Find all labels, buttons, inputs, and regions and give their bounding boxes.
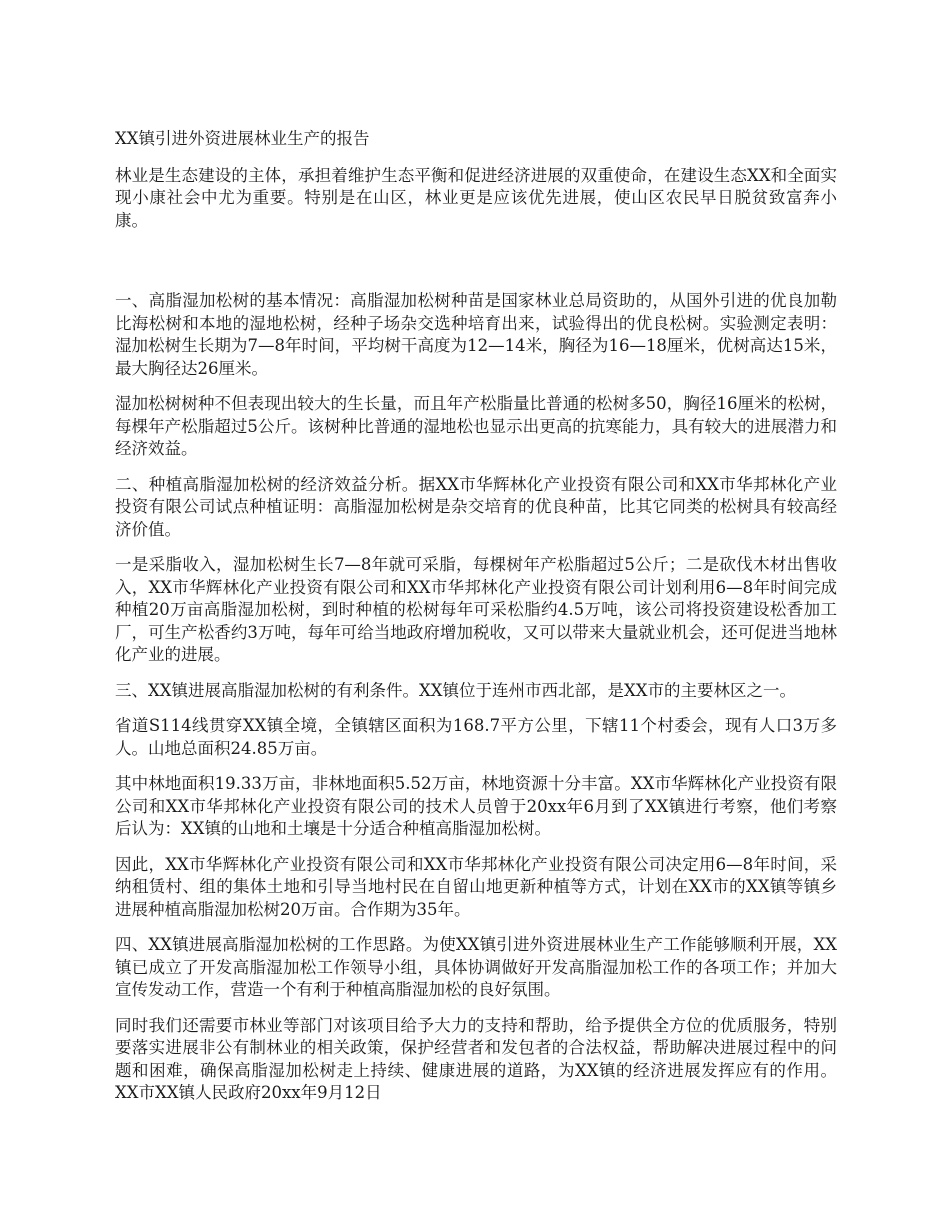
paragraph-5: 三、XX镇进展高脂湿加松树的有利条件。XX镇位于连州市西北部，是XX市的主要林区之一。 (115, 680, 796, 700)
paragraph-4: 一是采脂收入，湿加松树生长7—8年就可采脂，每棵树年产松脂超过5公斤；二是砍伐木材出售收入，XX市华辉林化产业投资有限公司和XX市华邦林化产业投资有限公司计划利用6—8年时间完成种植20万亩高脂湿加松树，到时种植的松树每年可采松脂约4.5万吨，该公司将投资建设松香加工厂，可生产松香约3万吨，每年可给当地政府增加税收，又可以带来大量就业机会，还可促进当地林化产业的进展。 (115, 555, 837, 664)
paragraph-9: 四、XX镇进展高脂湿加松树的工作思路。为使XX镇引进外资进展林业生产工作能够顺利开展，XX镇已成立了开发高脂湿加松工作领导小组，具体协调做好开发高脂湿加松工作的各项工作；并加大宣传发动工作，营造一个有利于种植高脂湿加松的良好氛围。 (115, 935, 837, 999)
intro-paragraph: 林业是生态建设的主体，承担着维护生态平衡和促进经济进展的双重使命，在建设生态XX和全面实现小康社会中尤为重要。特别是在山区，林业更是应该优先进展，使山区农民早日脱贫致富奔小康。 (115, 165, 837, 230)
paragraph-10: 同时我们还需要市林业等部门对该项目给予大力的支持和帮助，给予提供全方位的优质服务，特别要落实进展非公有制林业的相关政策，保护经营者和发包者的合法权益，帮助解决进展过程中的问题和困难，确保高脂湿加松树走上持续、健康进展的道路，为XX镇的经济进展发挥应有的作用。XX市XX镇人民政府20xx年9月12日 (115, 1015, 837, 1102)
paragraph-6: 省道S114线贯穿XX镇全境，全镇辖区面积为168.7平方公里，下辖11个村委会，现有人口3万多人。山地总面积24.85万亩。 (115, 716, 837, 758)
paragraph-2: 湿加松树树种不但表现出较大的生长量，而且年产松脂量比普通的松树多50，胸径16厘米的松树，每棵年产松脂超过5公斤。该树种比普通的湿地松也显示出更高的抗寒能力，具有较大的进展潜力和经济效益。 (115, 394, 837, 458)
document-title: XX镇引进外资进展林业生产的报告 (115, 129, 370, 148)
document-page (115, 128, 837, 1118)
paragraph-8: 因此，XX市华辉林化产业投资有限公司和XX市华邦林化产业投资有限公司决定用6—8年时间，采纳租赁村、组的集体土地和引导当地村民在自留山地更新种植等方式，计划在XX市的XX镇等镇乡进展种植高脂湿加松树20万亩。合作期为35年。 (115, 854, 837, 919)
paragraph-7: 其中林地面积19.33万亩，非林地面积5.52万亩，林地资源十分丰富。XX市华辉林化产业投资有限公司和XX市华邦林化产业投资有限公司的技术人员曾于20xx年6月到了XX镇进行考察，他们考察后认为：XX镇的山地和土壤是十分适合种植高脂湿加松树。 (115, 774, 837, 838)
paragraph-3: 二、种植高脂湿加松树的经济效益分析。据XX市华辉林化产业投资有限公司和XX市华邦林化产业投资有限公司试点种植证明：高脂湿加松树是杂交培育的优良种苗，比其它同类的松树具有较高经济价值。 (115, 474, 837, 539)
paragraph-1: 一、高脂湿加松树的基本情况：高脂湿加松树种苗是国家林业总局资助的，从国外引进的优良加勒比海松树和本地的湿地松树，经种子场杂交选种培育出来，试验得出的优良松树。实验测定表明：湿加松树生长期为7—8年时间，平均树干高度为12—14米，胸径为16—18厘米，优树高达15米，最大胸径达26厘米。 (115, 291, 837, 378)
section-gap (115, 245, 837, 290)
